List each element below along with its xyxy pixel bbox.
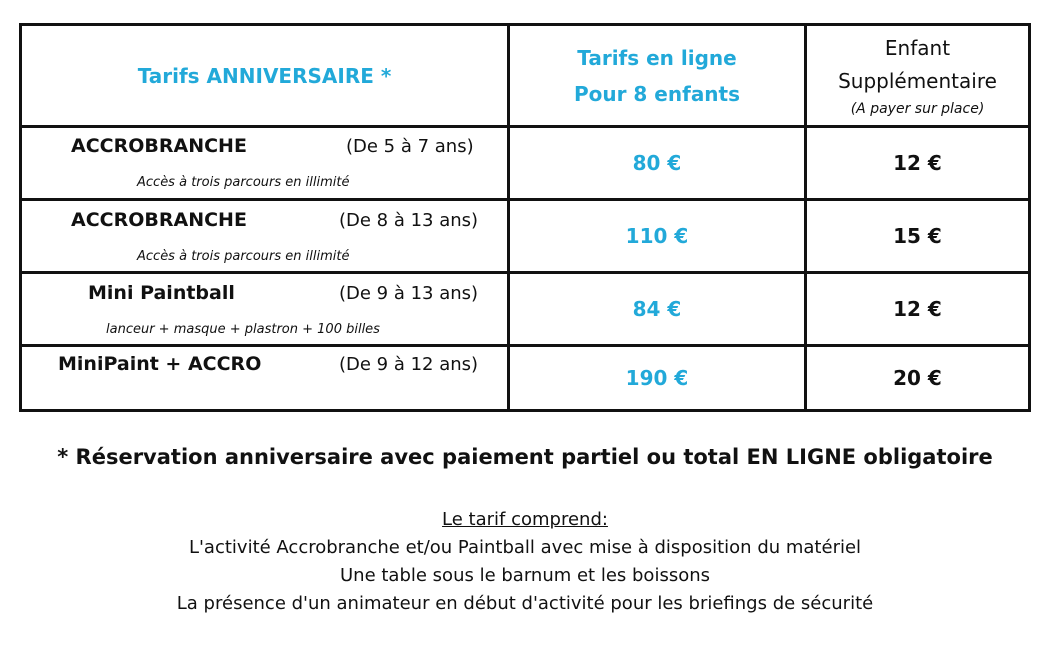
activity-cell bbox=[21, 346, 509, 411]
header-anniversary-tariffs bbox=[21, 25, 509, 127]
table-row bbox=[21, 127, 1030, 200]
included-title: Le tarif comprend: bbox=[442, 509, 608, 530]
table-header-row bbox=[21, 25, 1030, 127]
activity-description: Accès à trois parcours en illimité bbox=[137, 249, 350, 264]
activity-cell bbox=[21, 273, 509, 346]
pricing-table bbox=[19, 23, 1031, 412]
activity-cell bbox=[21, 200, 509, 273]
online-price-cell bbox=[509, 273, 806, 346]
header-extra-note: (A payer sur place) bbox=[850, 100, 985, 117]
activity-name: MiniPaint + ACCRO bbox=[58, 353, 262, 375]
extra-child-price: 12 € bbox=[893, 297, 942, 321]
table-row bbox=[21, 273, 1030, 346]
activity-cell bbox=[21, 127, 509, 200]
header-online-price bbox=[509, 25, 806, 127]
extra-child-price-cell bbox=[806, 273, 1030, 346]
activity-description: Accès à trois parcours en illimité bbox=[137, 175, 350, 190]
extra-child-price-cell bbox=[806, 346, 1030, 411]
extra-child-price: 12 € bbox=[893, 151, 942, 175]
activity-age: (De 5 à 7 ans) bbox=[346, 136, 474, 157]
reservation-footnote: * Réservation anniversaire avec paiement partiel ou total EN LIGNE obligatoire bbox=[57, 445, 993, 469]
activity-description: lanceur + masque + plastron + 100 billes bbox=[106, 322, 380, 337]
online-price: 190 € bbox=[625, 366, 689, 390]
activity-age: (De 8 à 13 ans) bbox=[339, 210, 479, 231]
header-extra-child bbox=[806, 25, 1030, 127]
online-price-cell bbox=[509, 200, 806, 273]
extra-child-price: 15 € bbox=[893, 224, 942, 248]
header-extra-line1: Enfant bbox=[884, 35, 951, 60]
activity-age: (De 9 à 13 ans) bbox=[339, 283, 479, 304]
activity-name: ACCROBRANCHE bbox=[71, 209, 247, 231]
header-online-line1: Tarifs en ligne bbox=[577, 45, 737, 70]
header-extra-line2: Supplémentaire bbox=[838, 68, 997, 93]
extra-child-price-cell bbox=[806, 127, 1030, 200]
activity-age: (De 9 à 12 ans) bbox=[339, 354, 479, 375]
included-section bbox=[0, 506, 1050, 618]
online-price-cell bbox=[509, 346, 806, 411]
header-anniversary-label: Tarifs ANNIVERSAIRE * bbox=[137, 63, 392, 88]
extra-child-price: 20 € bbox=[893, 366, 942, 390]
table-row bbox=[21, 200, 1030, 273]
online-price: 110 € bbox=[625, 224, 689, 248]
online-price: 84 € bbox=[632, 297, 682, 321]
header-online-line2: Pour 8 enfants bbox=[573, 81, 741, 106]
table-row bbox=[21, 346, 1030, 411]
activity-name: Mini Paintball bbox=[88, 282, 235, 304]
extra-child-price-cell bbox=[806, 200, 1030, 273]
included-line: L'activité Accrobranche et/ou Paintball avec mise à disposition du matériel bbox=[188, 537, 862, 558]
included-line: Une table sous le barnum et les boissons bbox=[339, 565, 711, 586]
activity-name: ACCROBRANCHE bbox=[71, 135, 247, 157]
online-price-cell bbox=[509, 127, 806, 200]
included-line: La présence d'un animateur en début d'activité pour les briefings de sécurité bbox=[176, 593, 874, 614]
online-price: 80 € bbox=[632, 151, 682, 175]
